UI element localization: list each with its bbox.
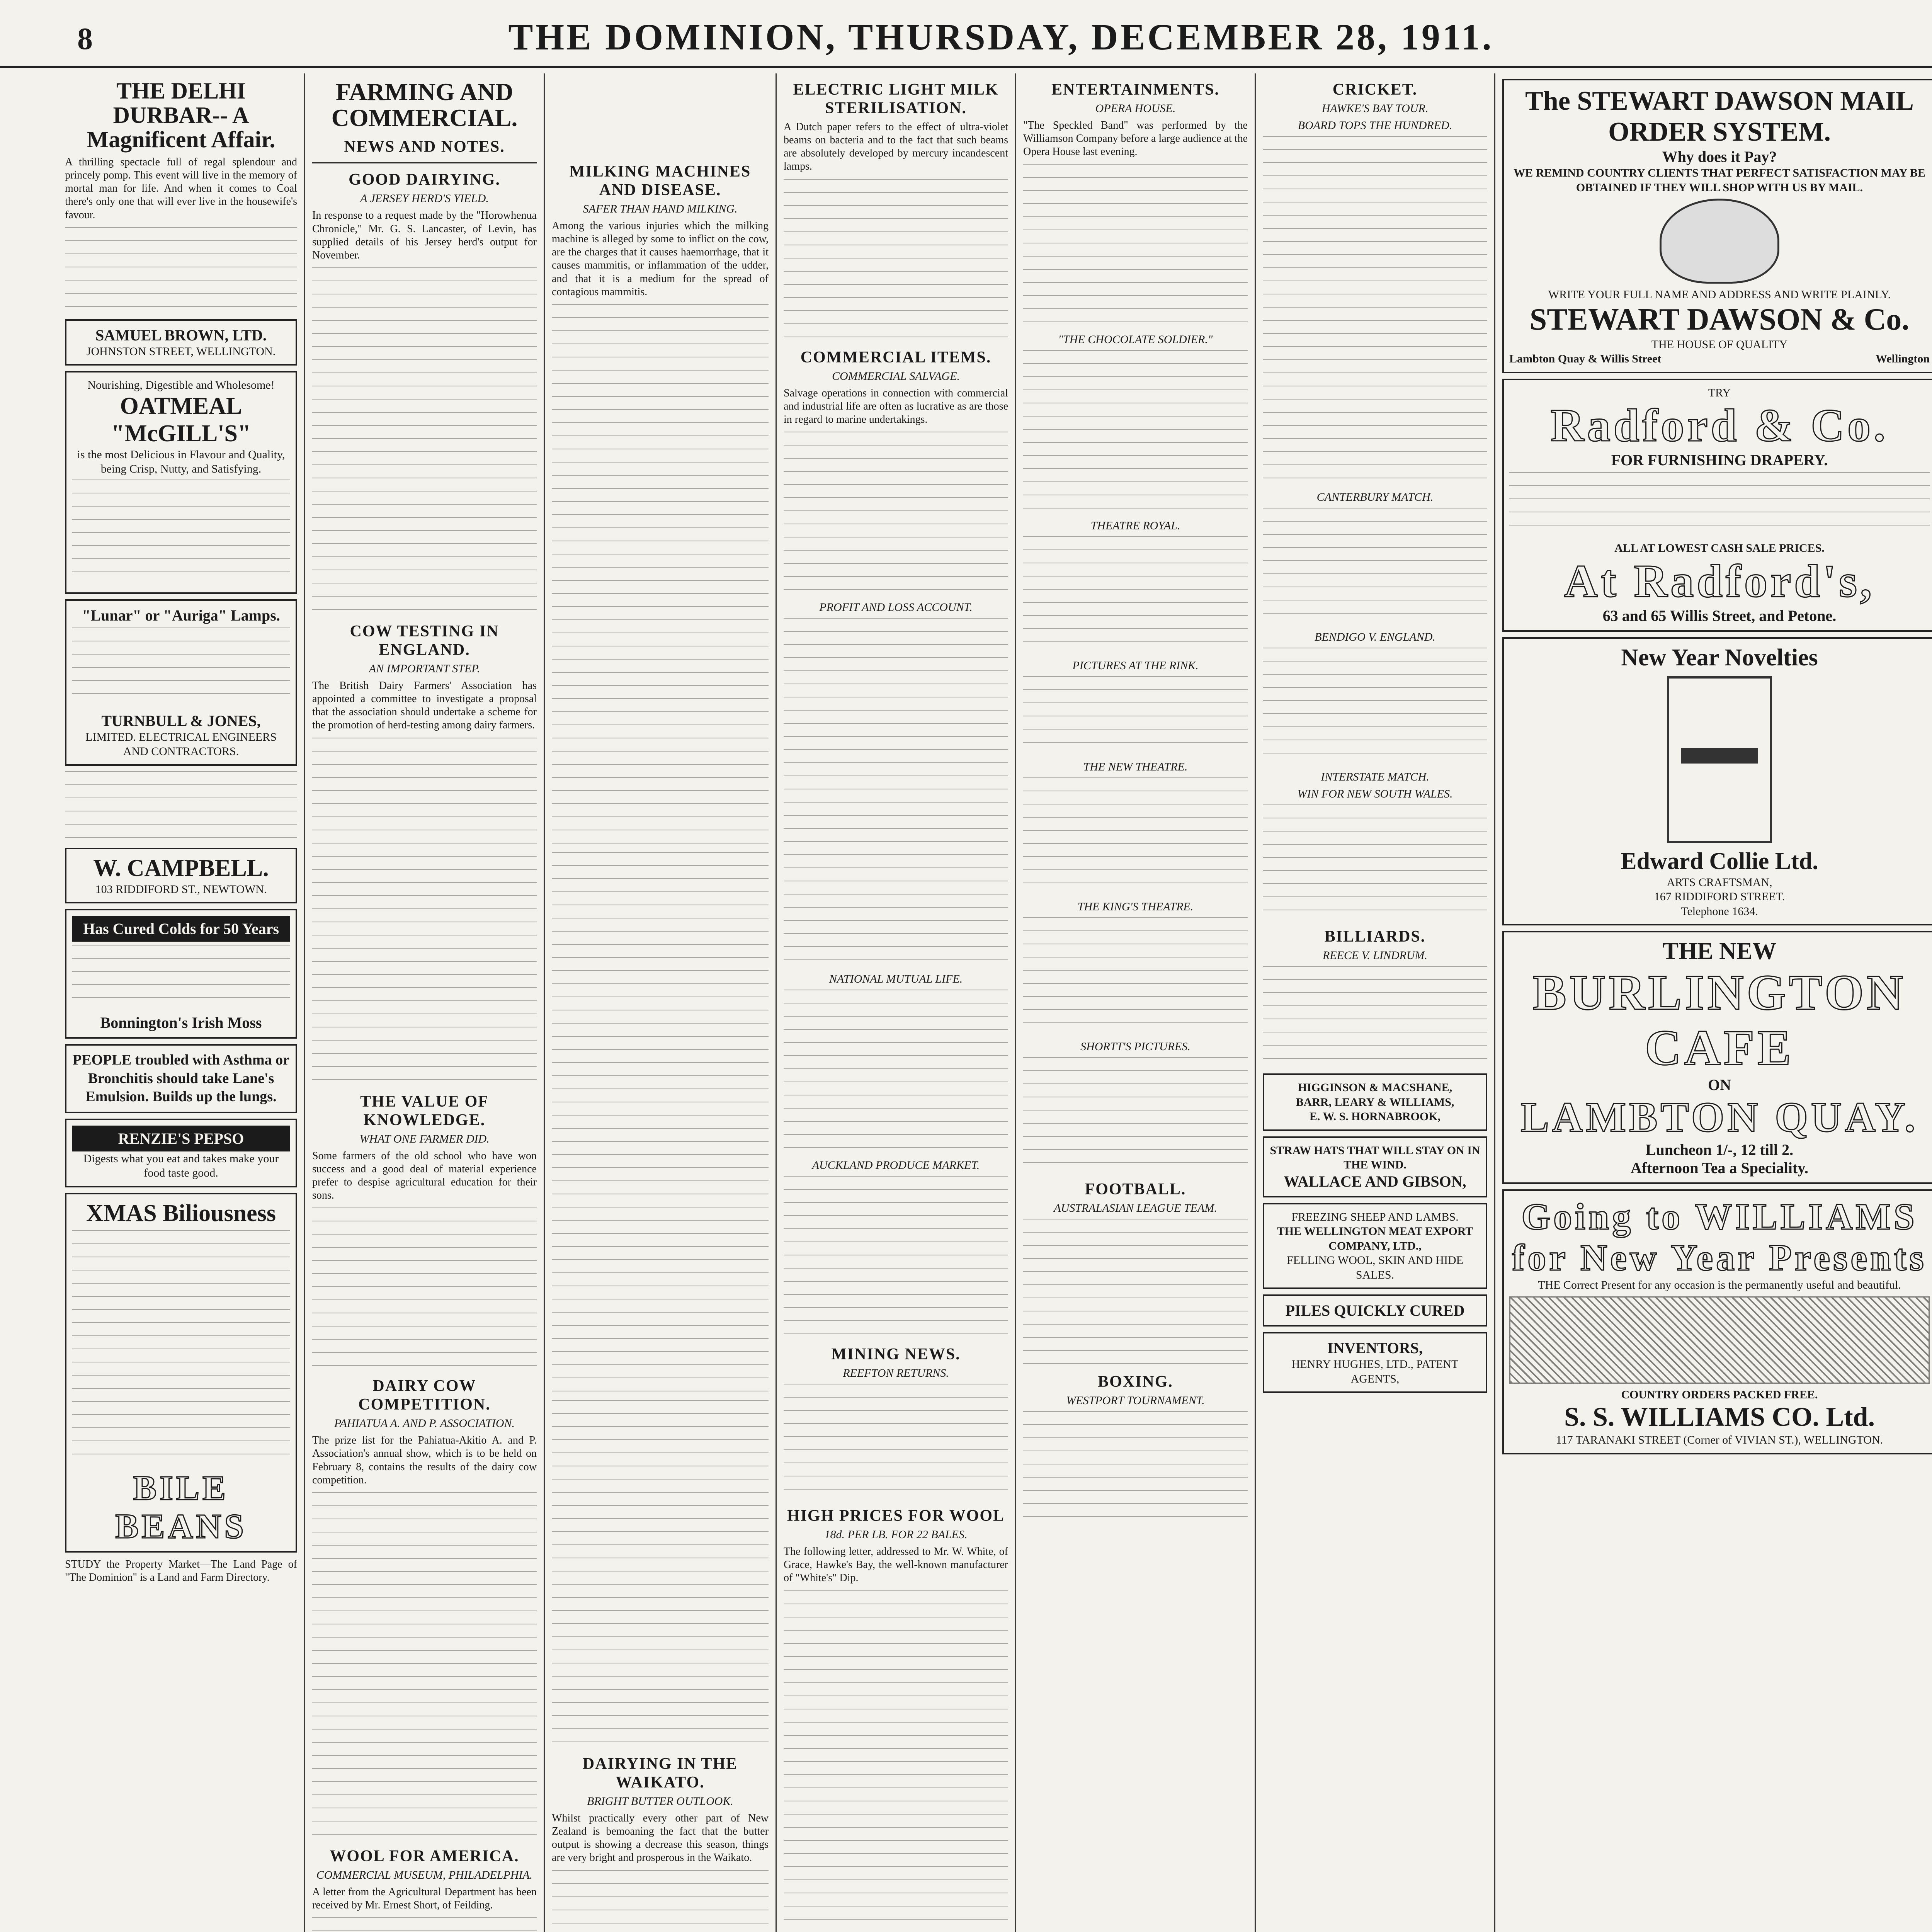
wool-title: WOOL FOR AMERICA. <box>330 1847 519 1865</box>
shortt-body <box>1023 1057 1248 1173</box>
samuel-brown-sub: JOHNSTON STREET, WELLINGTON. <box>86 345 276 358</box>
new-theatre-body <box>1023 777 1248 893</box>
milking-text: Among the various injuries which the milking machine is alleged by some to inflict on the cow, are the charges that it causes haemorrhage, that it causes mammitis, or inflammation of the udder, and that it is a medium for the spread of contagious mammitis. <box>552 220 769 298</box>
property-footer: STUDY the Property Market—The Land Page of "The Dominion" is a Land and Farm Directory. <box>65 1558 297 1583</box>
milking-body <box>552 304 769 845</box>
lunar-title: "Lunar" or "Auriga" Lamps. <box>82 606 280 624</box>
milking-sub: SAFER THAN HAND MILKING. <box>583 202 738 215</box>
stewart-name: STEWART DAWSON & Co. <box>1529 302 1910 337</box>
reece-body <box>1263 966 1487 1066</box>
prices-title: HIGH PRICES FOR WOOL <box>787 1507 1005 1525</box>
lunar-lamps-ad <box>65 599 297 766</box>
wool-text: A letter from the Agricultural Department has been received by Mr. Ernest Short, of Feilding. <box>312 1886 537 1912</box>
renzie-title: RENZIE'S PEPSO <box>72 1126 290 1151</box>
collie-tel: Telephone 1634. <box>1681 905 1758 918</box>
electric-text: A Dutch paper refers to the effect of ultra-violet beams on bacteria and to the fact that such beams are absolutely developed by mercury incandescent lamps. <box>784 121 1008 173</box>
stewart-text: WE REMIND COUNTRY CLIENTS THAT PERFECT SATISFACTION MAY BE OBTAINED IF THEY WILL SHOP WITH US BY MAIL. <box>1514 167 1925 194</box>
dairy-cow-sub: PAHIATUA A. AND P. ASSOCIATION. <box>334 1417 515 1430</box>
electric-body <box>784 179 1008 341</box>
salvage-body <box>784 432 1008 594</box>
football-title: FOOTBALL. <box>1085 1180 1186 1199</box>
salvage-text: Salvage operations in connection with commercial and industrial life are often as lucrative as are those in regard to marine undertakings. <box>784 387 1008 425</box>
meat-export: THE WELLINGTON MEAT EXPORT COMPANY, LTD., <box>1277 1225 1473 1252</box>
wool-sub: COMMERCIAL MUSEUM, PHILADELPHIA. <box>316 1868 533 1881</box>
piles-ad <box>1263 1294 1487 1327</box>
wall-cabinet-illustration <box>1509 1296 1930 1384</box>
dairy-cow-body <box>312 1492 537 1840</box>
cow-title: COW TESTING IN ENGLAND. <box>350 622 499 659</box>
shortt-sub: SHORTT'S PICTURES. <box>1080 1040 1190 1053</box>
reece-sub: REECE V. LINDRUM. <box>1322 949 1428 962</box>
electric-title: ELECTRIC LIGHT MILK STERILISATION. <box>793 81 999 117</box>
waikato-text: Whilst practically every other part of New Zealand is bemoaning the fact that the butter output is showing a decrease this season, things are very bright and prosperous in the Waikato. <box>552 1812 769 1864</box>
bendigo-sub: BENDIGO V. ENGLAND. <box>1315 631 1435 643</box>
dairy-cow-text: The prize list for the Pahiatua-Akitio A. and P. Association's annual show, which is to be held on February 8, contains the results of the dairy cow competition. <box>312 1434 537 1486</box>
why-pay: Why does it Pay? <box>1662 148 1777 165</box>
luncheon: Luncheon 1/-, 12 till 2. <box>1645 1141 1794 1158</box>
divider <box>312 162 537 163</box>
oatmeal-ad <box>65 371 297 594</box>
country-orders: COUNTRY ORDERS PACKED FREE. <box>1621 1388 1818 1401</box>
colds-ad <box>65 909 297 1039</box>
kings-body <box>1023 917 1248 1033</box>
freezing: FREEZING SHEEP AND LAMBS. <box>1291 1210 1459 1223</box>
choc-sub: "THE CHOCOLATE SOLDIER." <box>1058 333 1213 346</box>
pictures-body <box>1023 676 1248 753</box>
canterbury-body <box>1263 508 1487 624</box>
news-notes-subhead: NEWS AND NOTES. <box>344 138 505 156</box>
oatmeal-kicker: Nourishing, Digestible and Wholesome! <box>87 379 275 392</box>
samuel-brown-ad <box>65 319 297 366</box>
royal-sub: THEATRE ROYAL. <box>1090 519 1180 532</box>
xmas-title: XMAS Biliousness <box>86 1200 276 1226</box>
masthead <box>0 0 1932 68</box>
lunar-body <box>72 628 290 705</box>
prices-sub: 18d. PER LB. FOR 22 BALES. <box>824 1528 968 1541</box>
masthead-title: THE DOMINION, THURSDAY, DECEMBER 28, 1911. <box>508 16 1494 58</box>
lanes-emulsion-ad <box>65 1044 297 1113</box>
column-3 <box>545 73 777 1932</box>
afternoon-tea: Afternoon Tea a Speciality. <box>1630 1159 1809 1177</box>
write-plainly: WRITE YOUR FULL NAME AND ADDRESS AND WRITE PLAINLY. <box>1548 288 1891 301</box>
hawkes-body <box>1263 136 1487 484</box>
felling: FELLING WOOL, SKIN AND HIDE SALES. <box>1287 1254 1463 1281</box>
dairy-cow-title: DAIRY COW COMPETITION. <box>358 1377 491 1414</box>
williams-title: Going to WILLIAMS for New Year Presents <box>1512 1196 1927 1278</box>
opera-sub: OPERA HOUSE. <box>1095 102 1176 115</box>
mcgills-body <box>72 480 290 580</box>
canterbury-sub: CANTERBURY MATCH. <box>1316 491 1434 503</box>
dairying-title: GOOD DAIRYING. <box>349 171 500 189</box>
renzie-ad <box>65 1119 297 1187</box>
column-5 <box>1016 73 1256 1932</box>
barr: BARR, LEARY & WILLIAMS, <box>1296 1095 1454 1109</box>
league-body <box>1023 1219 1248 1366</box>
bonnington-title: Bonnington's Irish Moss <box>100 1014 262 1032</box>
inventors-title: INVENTORS, <box>1327 1339 1423 1357</box>
farming-heading: FARMING AND COMMERCIAL. <box>331 78 518 132</box>
stewart-address: Lambton Quay & Willis Street <box>1509 352 1662 365</box>
renzie-text: Digests what you eat and takes make your food taste good. <box>83 1152 279 1180</box>
stewart-footer <box>1509 352 1930 366</box>
stewart-city: Wellington <box>1875 352 1930 365</box>
interstate-sub: INTERSTATE MATCH. <box>1321 770 1429 783</box>
opera-body <box>1023 164 1248 326</box>
mcgills-text: is the most Delicious in Flavour and Quality, being Crisp, Nutty, and Satisfying. <box>77 448 285 476</box>
new-year-novelties: New Year Novelties <box>1621 644 1818 671</box>
cow-text: The British Dairy Farmers' Association has appointed a committee to investigate a proposal that the association should undertake a scheme for the promotion of herd-testing among dairy farmers. <box>312 680 537 731</box>
auckland-sub: AUCKLAND PRODUCE MARKET. <box>812 1159 980 1172</box>
collie-addr: 167 RIDDIFORD STREET. <box>1654 890 1785 903</box>
column-6 <box>1256 73 1495 1932</box>
ss-williams: S. S. WILLIAMS CO. Ltd. <box>1564 1402 1875 1432</box>
cricket-title: CRICKET. <box>1332 81 1418 99</box>
milking-body-2 <box>552 852 769 1393</box>
accountants-ad <box>1263 1073 1487 1131</box>
boxing-title: BOXING. <box>1098 1373 1173 1391</box>
prices-body <box>784 1590 1008 1932</box>
oatmeal-title: OATMEAL <box>120 393 242 419</box>
dairying-body <box>312 267 537 615</box>
lambton-quay: LAMBTON QUAY. <box>1520 1094 1918 1141</box>
mcgills-title: "McGILL'S" <box>111 420 251 447</box>
column-7 <box>1495 73 1932 1932</box>
new-theatre-sub: THE NEW THEATRE. <box>1083 760 1188 774</box>
turnbull-sub: LIMITED. ELECTRICAL ENGINEERS AND CONTRACTORS. <box>85 730 277 758</box>
kings-sub: THE KING'S THEATRE. <box>1077 900 1194 913</box>
straw-hats-ad <box>1263 1136 1487 1197</box>
bile-body <box>72 1230 290 1462</box>
teapot-illustration <box>1660 199 1779 284</box>
auckland-body <box>784 1176 1008 1338</box>
waikato-title: DAIRYING IN THE WAIKATO. <box>582 1755 738 1791</box>
furnishing: FOR FURNISHING DRAPERY. <box>1611 451 1828 469</box>
stewart-dawson-ad <box>1502 79 1932 373</box>
royal-body <box>1023 536 1248 652</box>
ss-address: 117 TARANAKI STREET (Corner of VIVIAN ST.), WELLINGTON. <box>1556 1434 1883 1447</box>
bile-beans-ad <box>65 1193 297 1553</box>
straw-hats: STRAW HATS THAT WILL STAY ON IN THE WIND. <box>1270 1144 1480 1171</box>
higginson: HIGGINSON & MACSHANE, <box>1298 1081 1452 1094</box>
dairying-text: In response to a request made by the "Horowhenua Chronicle," Mr. G. S. Lancaster, of Levin, has supplied details of his Jersey herd's output for November. <box>312 209 537 261</box>
salvage-sub: COMMERCIAL SALVAGE. <box>832 369 960 383</box>
westport-body <box>1023 1411 1248 1527</box>
hawkes-sub: HAWKE'S BAY TOUR. <box>1321 102 1429 115</box>
burlington-on: ON <box>1708 1076 1731 1094</box>
value-title: THE VALUE OF KNOWLEDGE. <box>360 1092 489 1129</box>
milking-body-3 <box>552 1400 769 1748</box>
chair-illustration <box>1667 676 1772 843</box>
mutual-sub: NATIONAL MUTUAL LIFE. <box>829 973 963 986</box>
billiards-title: BILLIARDS. <box>1324 928 1426 946</box>
waikato-sub: BRIGHT BUTTER OUTLOOK. <box>587 1794 733 1808</box>
cow-sub: AN IMPORTANT STEP. <box>369 662 480 675</box>
win-sub: WIN FOR NEW SOUTH WALES. <box>1297 787 1453 800</box>
pictures-sub: PICTURES AT THE RINK. <box>1072 659 1199 672</box>
hornabrook: E. W. S. HORNABROOK, <box>1309 1110 1441 1123</box>
inventors-ad <box>1263 1332 1487 1393</box>
page-number: 8 <box>77 22 93 56</box>
commercial-title: COMMERCIAL ITEMS. <box>800 348 992 366</box>
meat-export-ad <box>1263 1203 1487 1289</box>
reefton-body <box>784 1384 1008 1500</box>
waikato-body <box>552 1870 769 1932</box>
column-4 <box>777 73 1016 1932</box>
burlington-ad <box>1502 931 1932 1184</box>
radford-sale: ALL AT LOWEST CASH SALE PRICES. <box>1614 542 1825 554</box>
radford-title: Radford & Co. <box>1551 400 1888 451</box>
burlington-the-new: THE NEW <box>1662 938 1777 964</box>
wallace: WALLACE AND GIBSON, <box>1284 1172 1466 1190</box>
reefton-sub: REEFTON RETURNS. <box>843 1367 949 1380</box>
colds-title: Has Cured Colds for 50 Years <box>72 916 290 942</box>
interstate-body <box>1263 804 1487 920</box>
delhi-body <box>65 227 297 312</box>
column-1 <box>58 73 305 1932</box>
value-sub: WHAT ONE FARMER DID. <box>359 1132 490 1145</box>
turnbull-title: TURNBULL & JONES, <box>101 712 261 730</box>
piles-title: PILES QUICKLY CURED <box>1285 1302 1465 1319</box>
collie-ad <box>1502 637 1932 926</box>
cow-body <box>312 738 537 1085</box>
collie-title: Edward Collie Ltd. <box>1621 848 1818 874</box>
campbell-body <box>65 771 297 841</box>
opera-text: "The Speckled Band" was performed by the Williamson Company before a large audience at the Opera House last evening. <box>1023 119 1248 158</box>
samuel-brown-title: SAMUEL BROWN, LTD. <box>95 326 267 344</box>
house-of-quality: THE HOUSE OF QUALITY <box>1651 338 1788 351</box>
stewart-top: The STEWART DAWSON MAIL ORDER SYSTEM. <box>1525 86 1914 147</box>
campbell-title: W. CAMPBELL. <box>93 855 269 881</box>
choc-body <box>1023 350 1248 512</box>
try: TRY <box>1708 386 1731 399</box>
people-title: PEOPLE troubled with Asthma or Bronchitis should take Lane's Emulsion. Builds up the lungs. <box>73 1052 289 1105</box>
inventors-sub: HENRY HUGHES, LTD., PATENT AGENTS, <box>1291 1358 1459 1385</box>
delhi-heading: THE DELHI DURBAR-- A Magnificent Affair. <box>87 78 276 152</box>
value-body <box>312 1208 537 1370</box>
williams-ad <box>1502 1189 1932 1454</box>
column-2 <box>305 73 545 1932</box>
profit-sub: PROFIT AND LOSS ACCOUNT. <box>819 601 973 614</box>
ent-title: ENTERTAINMENTS. <box>1051 81 1219 99</box>
delhi-text: A thrilling spectacle full of regal splendour and princely pomp. This event will live in the memory of mortal man for life. And when it comes to Coal there's only one that will ever live in the housewife's favour. <box>65 156 297 221</box>
burlington-title: BURLINGTON CAFE <box>1532 965 1906 1076</box>
wool-body <box>312 1917 537 1932</box>
at-radfords: At Radford's, <box>1564 555 1875 607</box>
collie-sub: ARTS CRAFTSMAN, <box>1667 876 1772 889</box>
campbell-ad <box>65 848 297 904</box>
milking-title: MILKING MACHINES AND DISEASE. <box>569 163 751 199</box>
radford-body <box>1509 472 1930 534</box>
value-text: Some farmers of the old school who have won success and a good deal of material experience prefer to despise agricultural education for their sons. <box>312 1150 537 1202</box>
mutual-body <box>784 990 1008 1152</box>
westport-sub: WESTPORT TOURNAMENT. <box>1066 1394 1205 1407</box>
campbell-sub: 103 RIDDIFORD ST., NEWTOWN. <box>95 883 267 896</box>
dairying-sub: A JERSEY HERD'S YIELD. <box>360 192 489 205</box>
hawkes-text: BOARD TOPS THE HUNDRED. <box>1298 119 1452 132</box>
columns <box>58 73 1932 1932</box>
bendigo-body <box>1263 648 1487 764</box>
bile-beans-title: BILE BEANS <box>115 1469 247 1546</box>
radford-ad <box>1502 379 1932 632</box>
mining-title: MINING NEWS. <box>831 1345 961 1364</box>
colds-body <box>72 945 290 1007</box>
profit-body <box>784 618 1008 966</box>
radford-address: 63 and 65 Willis Street, and Petone. <box>1602 607 1837 624</box>
williams-text: THE Correct Present for any occasion is the permanently useful and beautiful. <box>1538 1279 1901 1292</box>
prices-text: The following letter, addressed to Mr. W. White, of Grace, Hawke's Bay, the well-known manufacturer of "White's" Dip. <box>784 1546 1008 1584</box>
league-sub: AUSTRALASIAN LEAGUE TEAM. <box>1054 1202 1217 1215</box>
